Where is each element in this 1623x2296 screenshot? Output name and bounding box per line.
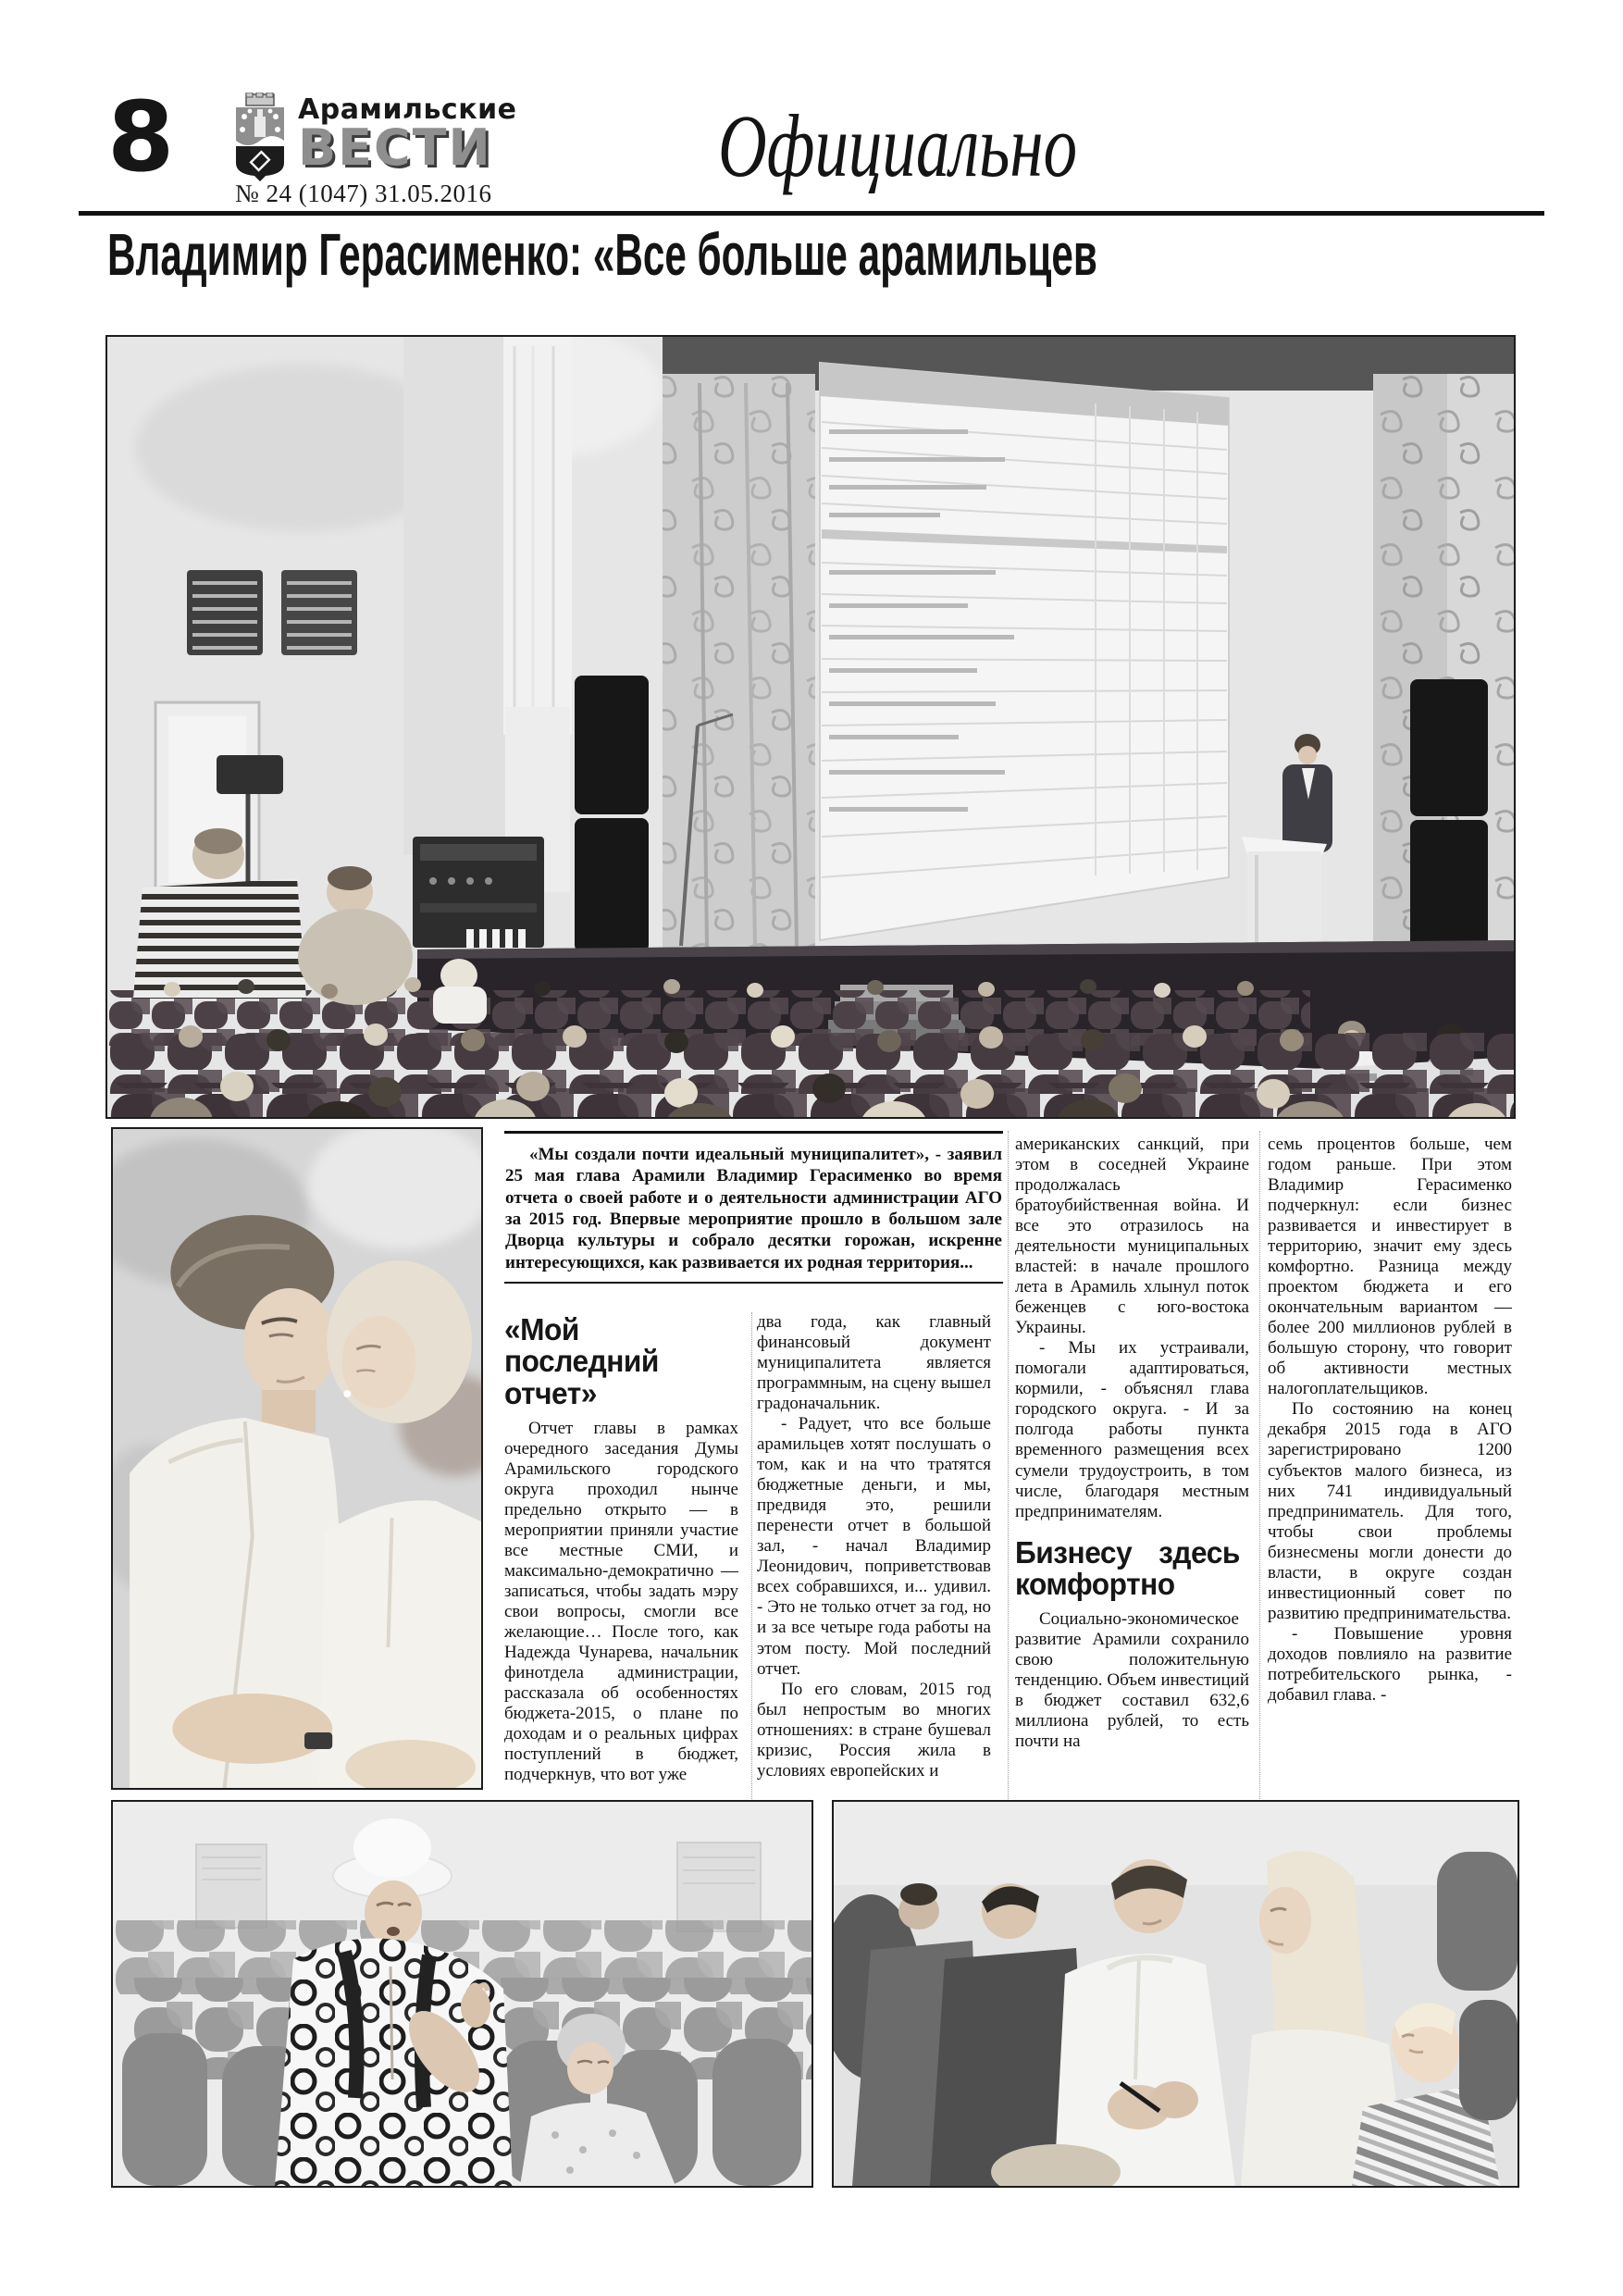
body-paragraph: - Радует, что все больше арамильцев хотят послушать о том, как и на что тратятся бюджетные деньги, и мы, предвидя это, решили перенести отчет в большой зал, - начал Владимир Леонидович, поприветствовав всех собравшихся, и... удивил. - Это не только отчет за год, но и за все четыре года работы на этом посту. Мой последний отчет. xyxy=(757,1414,991,1679)
text-column-4 xyxy=(1268,1135,1512,1812)
text-column-3 xyxy=(1015,1135,1249,1812)
body-paragraph: американских санкций, при этом в соседней Украине продолжалась братоубийственная война. И все это отразилось на деятельности муниципальных властей: в начале прошлого лета в Арамиль хлынул поток беженцев с юго-востока Украины. xyxy=(1015,1135,1249,1338)
photo-woman-asking xyxy=(111,1800,813,2188)
subheading-last-report: «Мой последний отчет» xyxy=(504,1312,659,1410)
logo-line-bottom: ВЕСТИ xyxy=(298,118,492,177)
body-paragraph: два года, как главный финансовый документ муниципалитета является программным, на сцену вышел градоначальник. xyxy=(757,1312,991,1414)
body-paragraph: Отчет главы в рамках очередного заседания Думы Арамильского городского округа проходил нынче предельно открыто — в мероприятии приняли участие все местные СМИ, и максимально-демократично — записаться, чтобы задать мэру свои вопросы, смогли все желающие… После того, как Надежда Чунарева, начальник финотдела администрации, рассказала об особенностях бюджета-2015, о плане по доходам и о реальных цифрах поступлений в бюджет, подчеркнув, что вот уже xyxy=(504,1418,738,1785)
body-paragraph: семь процентов больше, чем годом раньше. При этом Владимир Герасименко подчеркнул: если бизнес развивается и инвестирует в территорию, значит ему здесь комфортно. Разница между проектом бюджета и его окончательным вариантом — более 200 миллионов рублей в большую сторону, что говорит об активности местных налогоплательщиков. xyxy=(1268,1135,1512,1399)
body-paragraph: - Повышение уровня доходов повлияло на развитие потребительского рынка, - добавил глава. - xyxy=(1268,1623,1512,1705)
masthead-rule xyxy=(79,211,1544,216)
article-headline: Владимир Герасименко: «Все больше арамильцев xyxy=(107,221,1097,288)
coat-of-arms-icon xyxy=(233,93,287,181)
issue-date-line: № 24 (1047) 31.05.2016 xyxy=(235,180,492,207)
logo-line-top: Арамильские xyxy=(298,93,517,126)
body-paragraph: Социально-экономическое развитие Арамили сохранило свою положительную тенденцию. Объем инвестиций в бюджет составил 632,6 миллиона рублей, то есть почти на xyxy=(1015,1609,1249,1752)
photo-audience-profile xyxy=(832,1800,1519,2188)
text-column-1 xyxy=(504,1312,738,1812)
lead-text: «Мы создали почти идеальный муниципалитет», - заявил 25 мая глава Арамили Владимир Герасименко во время отчета о своей работе и о деятельности администрации АГО за 2015 год. Впервые мероприятие прошло в большом зале Дворца культуры и собрало десятки горожан, искренне интересующихся, как развивается их родная территория... xyxy=(505,1145,1002,1272)
section-title: Официально xyxy=(717,96,1078,195)
column-rule xyxy=(1008,1131,1009,1812)
body-paragraph: По состоянию на конец декабря 2015 года в АГО зарегистрировано 1200 субъектов малого бизнеса, из них 741 индивидуальный предприниматель. Для того, чтобы свои проблемы бизнесмены могли донести до власти, в округе создан инвестиционный совет по развитию предпринимательства. xyxy=(1268,1399,1512,1623)
page-number: 8 xyxy=(107,81,175,193)
column-rule xyxy=(751,1312,752,1812)
column-rule xyxy=(1259,1131,1260,1812)
body-paragraph: - Мы их устраивали, помогали адаптироваться, кормили, - объяснял глава городского округа. - И за полгода работы пункта временного размещения всех сумели трудоустроить, в том числе, благодаря местным предпринимателям. xyxy=(1015,1338,1249,1521)
projection-screen xyxy=(820,363,1229,940)
newspaper-logo xyxy=(298,93,539,177)
photo-two-listeners xyxy=(111,1127,483,1790)
main-photo-auditorium xyxy=(105,335,1516,1119)
text-column-2 xyxy=(757,1312,991,1812)
subheading-business-comfort: Бизнесу здесь комфортно xyxy=(1015,1534,1240,1601)
lead-paragraph xyxy=(504,1131,1003,1284)
body-paragraph: По его словам, 2015 год был непростым во многих отношениях: в стране бушевал кризис, Россия жила в условиях европейских и xyxy=(757,1679,991,1781)
